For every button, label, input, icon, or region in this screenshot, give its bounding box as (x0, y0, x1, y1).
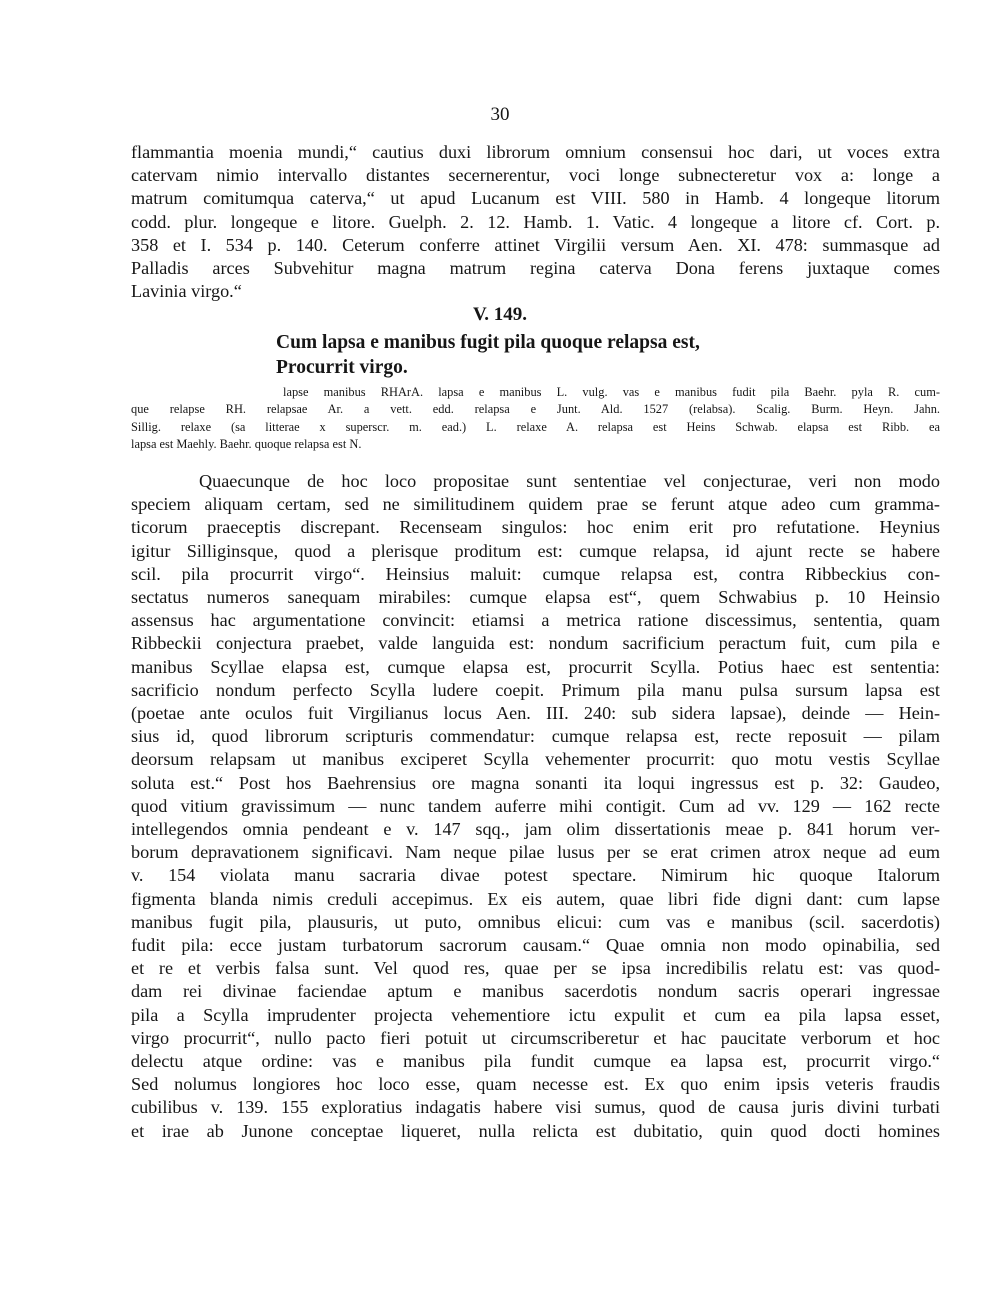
text-line: v. 154 violata manu sacraria divae potest spectare. Nimirum hic quoque Italorum (131, 865, 940, 886)
text-line: cubilibus v. 139. 155 exploratius indagatis habere visi sumus, quod de causa juris divini turbati (131, 1097, 940, 1118)
text-line: et re et verbis falsa sunt. Vel quod res, quae per se ipsa incredibilis relatu est: vas quod- (131, 958, 940, 979)
text-line: Palladis arces Subvehitur magna matrum regina caterva Dona ferens juxtaque comes (131, 258, 940, 279)
text-line: assensus hac argumentatione convincit: etiamsi a metrica ratione discessimus, sententia, quam (131, 610, 940, 631)
text-line: codd. plur. longeque e litore. Guelph. 2. 12. Hamb. 1. Vatic. 4 longeque a litore cf. Cort. p. (131, 211, 940, 232)
text-line: et irae ab Junone conceptae liqueret, nulla relicta est dubitatio, quin quod docti homines (131, 1120, 940, 1141)
text-line: ticorum praeceptis discrepant. Recenseam singulos: hoc enim erit pro refutatione. Heynius (131, 517, 940, 538)
text-line: Sed nolumus longiores hoc loco esse, quam necesse est. Ex quo enim ipsis veteris fraudis (131, 1074, 940, 1095)
text-line: fudit pila: ecce justam turbatorum sacrorum causam.“ Quae omnia non modo opinabilia, sed (131, 935, 940, 956)
intro-paragraph (131, 141, 940, 303)
text-line: manibus Scyllae elapsa est, cumque elapsa est, procurrit Scylla. Potius haec est sententia: (131, 656, 940, 677)
text-line: virgo procurrit“, nullo pacto fieri potuit ut circumscriberetur et hac paucitate verborum et hoc (131, 1027, 940, 1048)
text-line: (poetae ante oculos fuit Virgilianus locus Aen. III. 240: sub sidera lapsae), deinde — Hein- (131, 703, 940, 724)
text-line: delectu atque ordine: vas e manibus pila fundit cumque ea lapsa est, procurrit virgo.“ (131, 1051, 940, 1072)
text-line: figmenta blanda nimis creduli accepimus. Ex eis autem, quae libri fide digni dant: cum lapse (131, 888, 940, 909)
text-line: soluta est.“ Post hos Baehrensius ore magna sonanti ita loqui ingressus est p. 32: Gaudeo, (131, 772, 940, 793)
apparatus-line: lapse manibus RHArA. lapsa e manibus L. vulg. vas e manibus fudit pila Baehr. pyla R. cum- (283, 385, 940, 399)
commentary-paragraph (131, 470, 940, 1143)
text-line: sectatus numeros sanequam mirabiles: cumque elapsa est“, quem Schwabius p. 10 Heinsio (131, 587, 940, 608)
text-line: flammantia moenia mundi,“ cautius duxi librorum omnium consensui hoc dari, ut voces extra (131, 142, 940, 162)
verse-line: Procurrit virgo. (276, 357, 408, 378)
text-line: quod vitium gravissimum — nunc tandem auferre mihi contigit. Cum ad vv. 129 — 162 recte (131, 795, 940, 816)
text-line: Ribbeckii conjectura praebet, valde languida est: nondum sacrificium peractum fuit, cum pila e (131, 633, 940, 654)
text-line: deorsum relapsam ut manibus exciperet Scylla vehementer procurrit: quo motu vestis Scyllae (131, 749, 940, 770)
text-line: scil. pila procurrit virgo“. Heinsius maluit: cumque relapsa est, contra Ribbeckius con- (131, 563, 940, 584)
verse-number: V. 149. (472, 304, 528, 325)
text-line: Lavinia virgo.“ (131, 281, 242, 302)
apparatus-line: Sillig. relaxe (sa litterae x superscr. m. ead.) L. relaxe A. relapsa est Heins Schwab. elapsa est Ribb. ea (131, 419, 940, 434)
text-line: intellegendos omnia pendeant e v. 147 sqq., jam olim dissertationis meae p. 841 horum ver- (131, 819, 940, 840)
text-line: sius id, quod librorum scripturis commendatur: cumque relapsa est, recte reposuit — pilam (131, 726, 940, 747)
text-line: 358 et I. 534 p. 140. Ceterum conferre attinet Virgilii versum Aen. XI. 478: summasque ad (131, 234, 940, 255)
text-line: pila a Scylla imprudenter projecta vehementiore ictu expulit et cum ea pila lapsa esset, (131, 1004, 940, 1025)
text-line: borum depravationem significavi. Nam neque pilae lusus per se erat crimen atrox neque ad eum (131, 842, 940, 863)
text-line: catervam nimio intervallo distantes secernerentur, voci longe subnecteretur vox a: longe a (131, 165, 940, 186)
text-line: manibus fugit pila, plausuris, ut puto, omnibus elicui: cum vas e manibus (scil. sacerdotis) (131, 911, 940, 932)
apparatus-line: lapsa est Maehly. Baehr. quoque relapsa est N. (131, 437, 362, 452)
text-line: dam rei divinae faciendae aptum e manibus sacerdotis nondum sacris operari ingressae (131, 981, 940, 1002)
text-line: Quaecunque de hoc loco propositae sunt sententiae vel conjecturae, veri non modo (199, 471, 940, 491)
text-line: igitur Silliginsque, quod a plerisque proditum est: cumque relapsa, id ajunt recte se habere (131, 540, 940, 561)
verse-line: Cum lapsa e manibus fugit pila quoque relapsa est, (276, 332, 700, 353)
page-number: 30 (490, 104, 510, 125)
apparatus-line: que relapse RH. relapsae Ar. a vett. edd. relapsa e Junt. Ald. 1527 (relabsa). Scalig. Burm. Heyn. Jahn. (131, 402, 940, 417)
text-line: matrum comitumqua caterva,“ ut apud Lucanum est VIII. 580 in Hamb. 4 longeque litorum (131, 188, 940, 209)
text-line: sacrificio nondum perfecto Scylla ludere coepit. Primum pila manu pulsa sursum lapsa est (131, 679, 940, 700)
text-line: speciem aliquam certam, sed ne similitudinem quidem prae se ferunt atque adeo cum gramma- (131, 494, 940, 515)
critical-apparatus (131, 384, 940, 454)
